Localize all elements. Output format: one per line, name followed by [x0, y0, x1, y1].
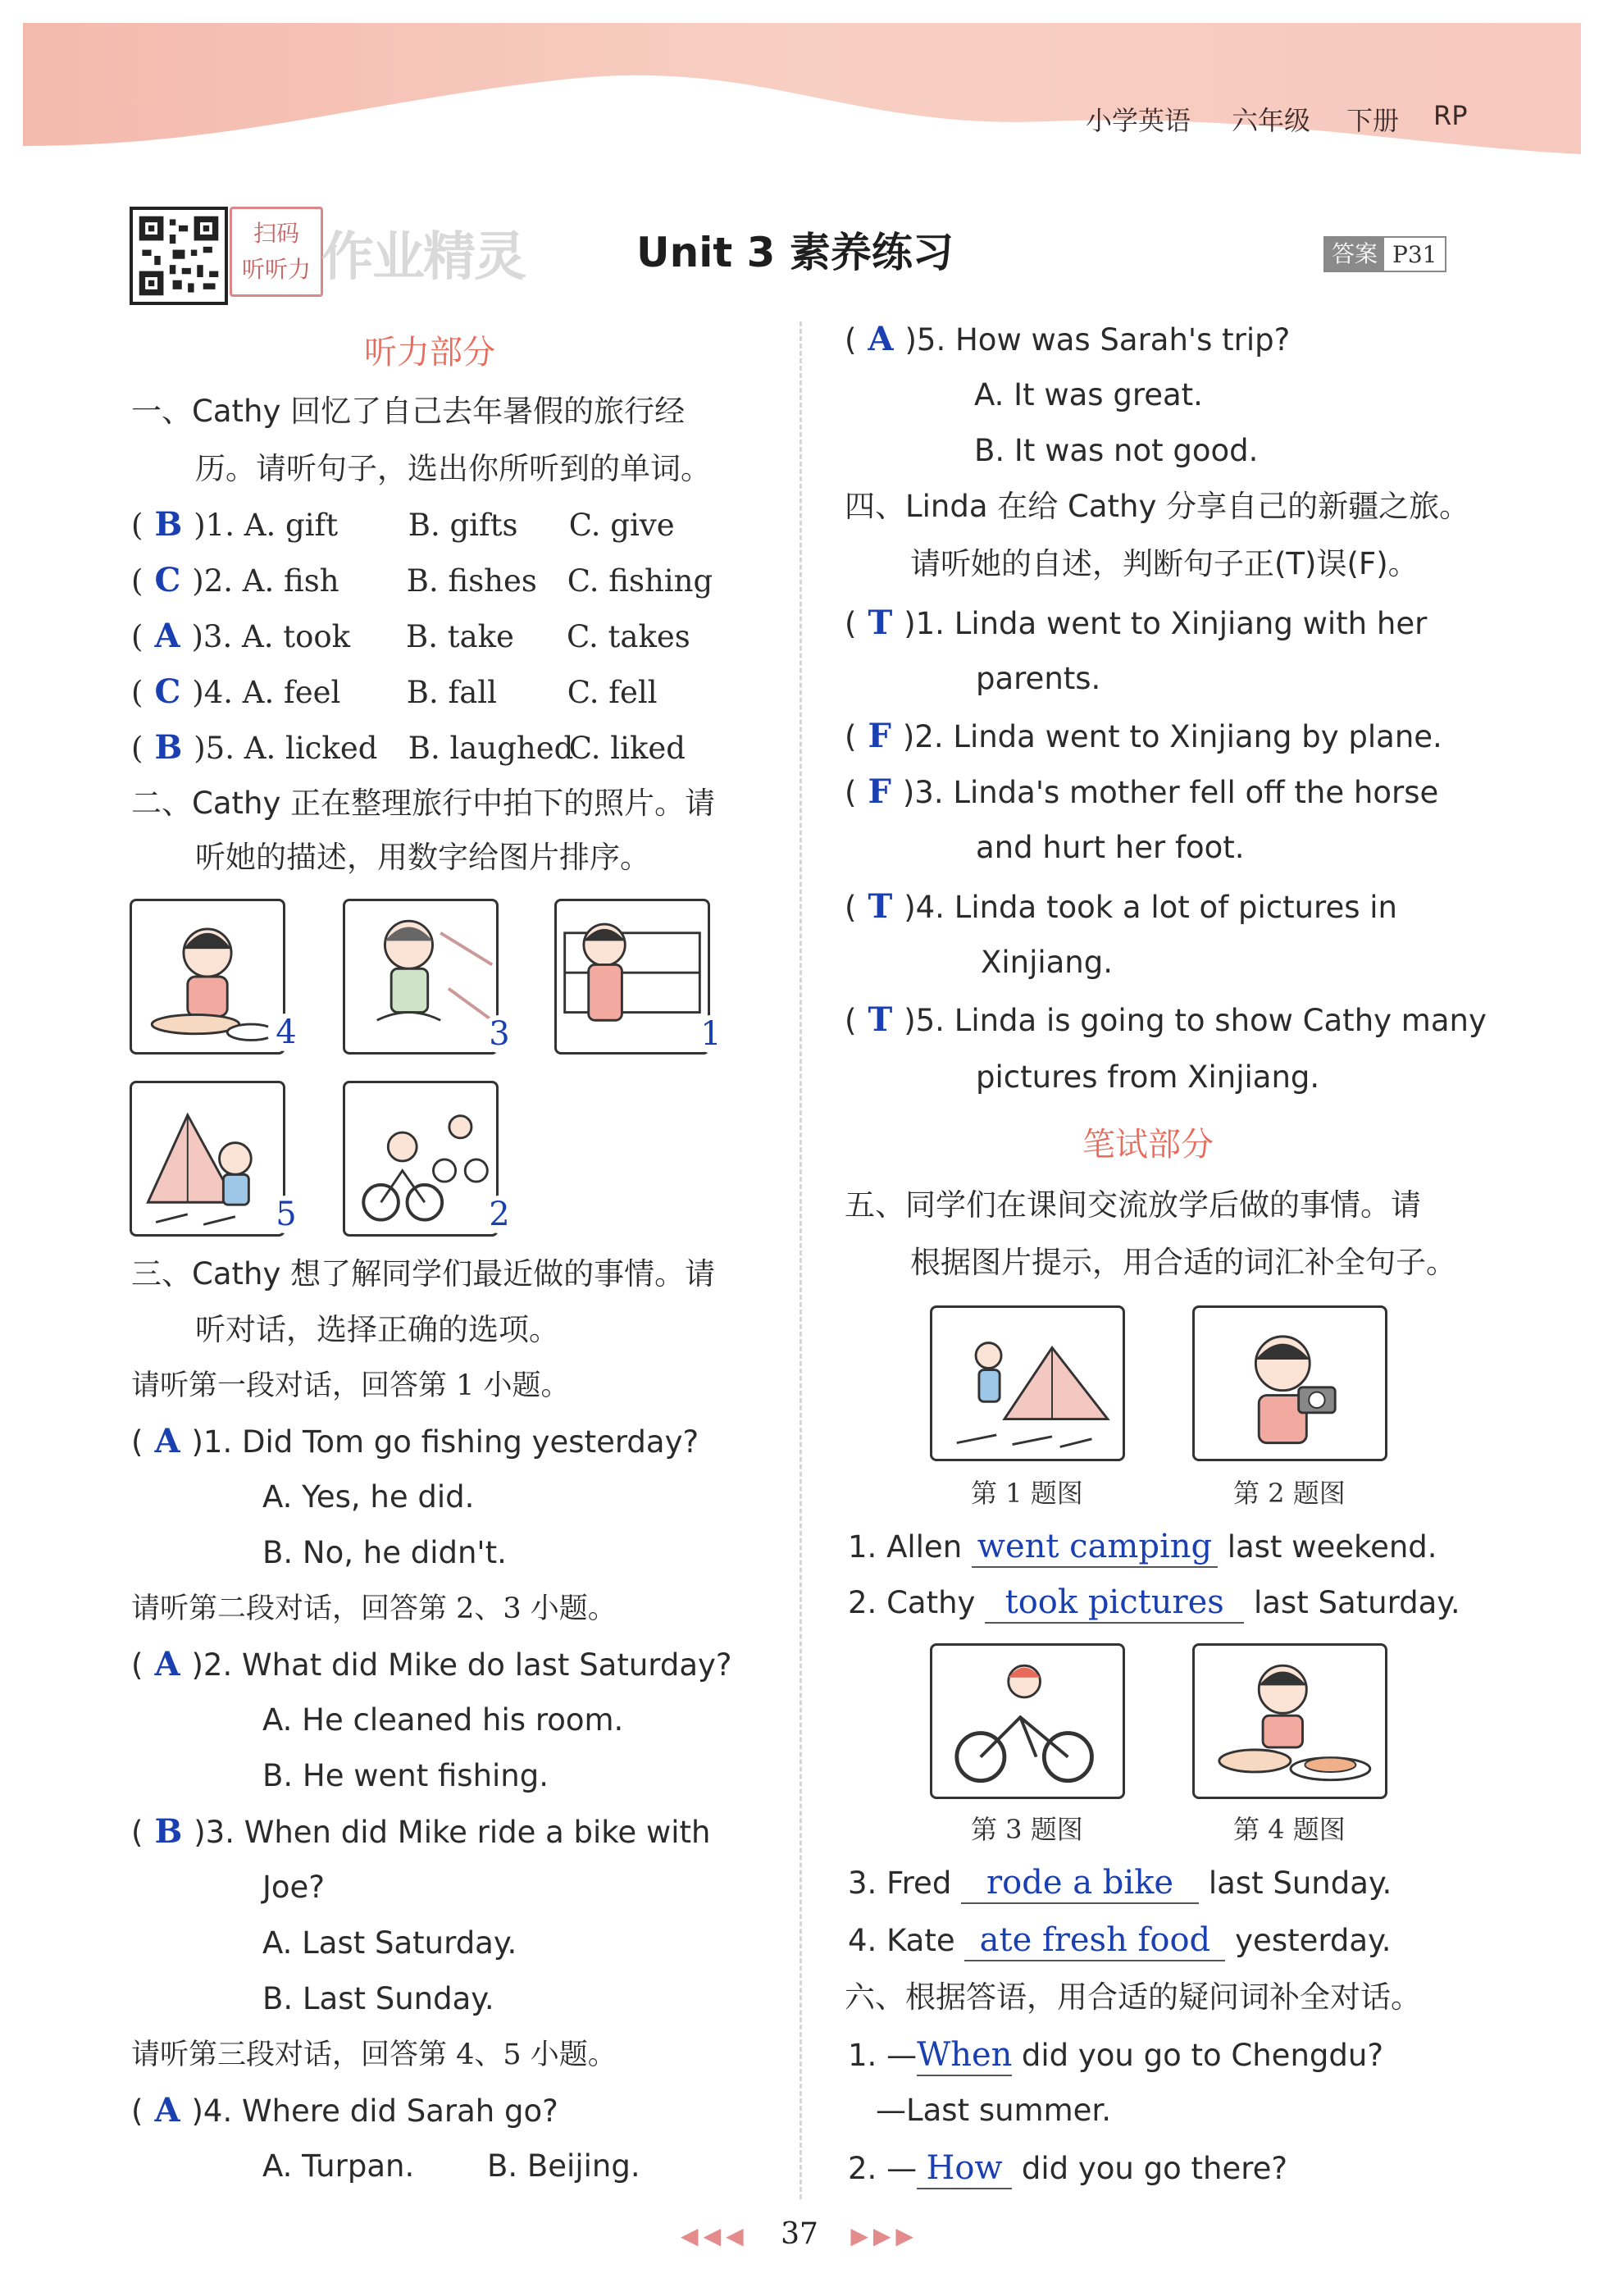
scan-tag-line2: 听听力 [241, 256, 311, 283]
part5-instruction-1: 五、同学们在课间交流放学后做的事情。请 [845, 1187, 1421, 1223]
part4-item-1: ( T )1. Linda went to Xinjiang with her [845, 604, 1428, 642]
part1-item-4: ( C )4. A. feel B. fall C. fell [131, 672, 658, 711]
part3-q4: ( A )4. Where did Sarah go? [131, 2091, 558, 2130]
answer-mark: A [154, 2091, 180, 2130]
answer-badge-label: 答案 [1325, 238, 1384, 271]
answer-mark: B [154, 505, 183, 544]
dialog2-note: 请听第二段对话，回答第 2、3 小题。 [131, 1592, 617, 1625]
header-volume: 下册 [1346, 105, 1400, 136]
part5-item-2: 2. Cathy took pictures last Saturday. [848, 1583, 1460, 1624]
answer-mark: C [154, 561, 181, 599]
photo-girl-fence [554, 899, 710, 1055]
part1-instruction-1: 一、Cathy 回忆了自己去年暑假的旅行经 [131, 394, 686, 429]
caption-picture-1: 第 1 题图 [971, 1478, 1083, 1509]
listening-heading: 听力部分 [364, 334, 495, 371]
answer-blank[interactable]: How [917, 2148, 1012, 2189]
photo-family-tent [130, 1081, 285, 1237]
picture-bike [930, 1643, 1125, 1799]
qr-code-icon[interactable] [130, 207, 228, 305]
part3-q4-option-b: B. Beijing. [487, 2148, 640, 2184]
part3-q5-option-b: B. It was not good. [974, 433, 1259, 468]
caption-picture-3: 第 3 题图 [971, 1814, 1083, 1845]
answer-blank[interactable]: went camping [972, 1527, 1218, 1568]
part6-q1: 1. —When did you go to Chengdu? [848, 2035, 1383, 2076]
part3-q3: ( B )3. When did Mike ride a bike with [131, 1812, 711, 1851]
answer-mark: B [154, 1812, 183, 1851]
picture-eating [1192, 1643, 1387, 1799]
part3-q1-option-b: B. No, he didn't. [262, 1535, 507, 1570]
answer-mark: C [154, 672, 181, 711]
part4-instruction-2: 请听她的自述，判断句子正(T)误(F)。 [910, 546, 1419, 581]
answer-mark: F [868, 772, 891, 811]
scan-tag-line1: 扫码 [253, 220, 299, 247]
part3-q2: ( A )2. What did Mike do last Saturday? [131, 1645, 732, 1683]
part4-item-4: ( T )4. Linda took a lot of pictures in [845, 887, 1397, 926]
part4-instruction-1: 四、Linda 在给 Cathy 分享自己的新疆之旅。 [845, 489, 1470, 524]
part1-item-2: ( C )2. A. fish B. fishes C. fishing [131, 561, 713, 599]
page-number: 37 [781, 2217, 818, 2251]
caption-picture-2: 第 2 题图 [1233, 1478, 1346, 1509]
caption-picture-4: 第 4 题图 [1233, 1814, 1346, 1845]
part6-q1-reply: —Last summer. [876, 2093, 1111, 2128]
answer-mark: A [154, 1645, 180, 1683]
part3-q1-option-a: A. Yes, he did. [262, 1479, 475, 1515]
part1-item-1: ( B )1. A. gift B. gifts C. give [131, 505, 675, 544]
part4-item-2: ( F )2. Linda went to Xinjiang by plane. [845, 717, 1442, 755]
part3-q4-option-a: A. Turpan. [262, 2148, 415, 2184]
order-number: 2 [481, 1196, 518, 1233]
part3-q3-option-b: B. Last Sunday. [262, 1981, 494, 2016]
answer-blank[interactable]: rode a bike [961, 1863, 1199, 1904]
scan-listen-tag[interactable] [230, 207, 323, 297]
part2-instruction-1: 二、Cathy 正在整理旅行中拍下的照片。请 [131, 786, 716, 821]
part6-instruction: 六、根据答语，用合适的疑问词补全对话。 [845, 1979, 1421, 2015]
answer-mark: A [154, 1422, 180, 1460]
answer-mark: T [868, 1000, 893, 1039]
part3-q2-option-b: B. He went fishing. [262, 1758, 549, 1793]
part3-q3-option-a: A. Last Saturday. [262, 1925, 517, 1961]
dialog1-note: 请听第一段对话，回答第 1 小题。 [131, 1369, 570, 1402]
header-edition: RP [1433, 100, 1468, 131]
part6-q2: 2. — How did you go there? [848, 2148, 1287, 2189]
answer-mark: B [154, 728, 183, 767]
part3-q5-option-a: A. It was great. [974, 377, 1203, 412]
answer-mark: T [868, 604, 893, 642]
answer-blank[interactable]: ate fresh food [964, 1920, 1225, 1961]
part4-item-4-cont: Xinjiang. [981, 945, 1114, 980]
header-grade: 六年级 [1232, 105, 1311, 136]
header-subject: 小学英语 [1086, 105, 1191, 136]
answer-blank[interactable]: took pictures [985, 1583, 1244, 1624]
photo-kids-biking [343, 1081, 499, 1237]
part5-instruction-2: 根据图片提示，用合适的词汇补全句子。 [910, 1245, 1456, 1280]
writing-heading: 笔试部分 [1082, 1126, 1214, 1164]
part3-instruction-1: 三、Cathy 想了解同学们最近做的事情。请 [131, 1256, 716, 1292]
part1-instruction-2: 历。请听句子，选出你所听到的单词。 [195, 451, 711, 486]
part1-item-5: ( B )5. A. licked B. laughedC. liked [131, 728, 686, 767]
part4-item-5: ( T )5. Linda is going to show Cathy many [845, 1000, 1487, 1039]
order-number: 1 [692, 1015, 730, 1053]
page-footer [0, 2217, 1599, 2251]
dialog3-note: 请听第三段对话，回答第 4、5 小题。 [131, 2039, 617, 2071]
answer-mark: F [868, 717, 891, 755]
answer-blank[interactable]: When [917, 2035, 1012, 2076]
order-number: 5 [267, 1196, 305, 1233]
part2-instruction-2: 听她的描述，用数字给图片排序。 [195, 840, 650, 875]
answer-mark: A [154, 617, 180, 655]
column-divider [800, 321, 802, 2199]
prev-arrows-icon: ◀◀◀ [681, 2222, 749, 2249]
part4-item-5-cont: pictures from Xinjiang. [976, 1059, 1320, 1095]
part3-instruction-2: 听对话，选择正确的选项。 [195, 1312, 559, 1347]
page-title: Unit 3 素养练习 [636, 229, 954, 276]
part5-item-4: 4. Kate ate fresh food yesterday. [848, 1920, 1391, 1961]
brand-watermark: 作业精灵 [321, 227, 525, 288]
header-banner [23, 23, 1581, 161]
part3-q5: ( A )5. How was Sarah's trip? [845, 320, 1291, 358]
order-number: 3 [481, 1015, 518, 1053]
part5-item-3: 3. Fred rode a bike last Sunday. [848, 1863, 1392, 1904]
picture-camping [930, 1305, 1125, 1461]
part3-q1: ( A )1. Did Tom go fishing yesterday? [131, 1422, 699, 1460]
photo-boy-sitting [343, 899, 499, 1055]
part5-item-1: 1. Allen went camping last weekend. [848, 1527, 1437, 1568]
answer-badge-page: P31 [1392, 240, 1437, 268]
answer-mark: A [868, 320, 894, 358]
part3-q2-option-a: A. He cleaned his room. [262, 1702, 624, 1738]
part3-q3-cont: Joe? [262, 1870, 325, 1905]
next-arrows-icon: ▶▶▶ [850, 2222, 918, 2249]
answer-page-badge [1323, 236, 1446, 272]
order-number: 4 [267, 1014, 305, 1051]
part4-item-1-cont: parents. [976, 661, 1101, 696]
part1-item-3: ( A )3. A. took B. take C. takes [131, 617, 690, 655]
picture-camera [1192, 1305, 1387, 1461]
part4-item-3-cont: and hurt her foot. [976, 830, 1245, 865]
photo-girl-eating [130, 899, 285, 1055]
part4-item-3: ( F )3. Linda's mother fell off the horse [845, 772, 1439, 811]
answer-mark: T [868, 887, 893, 926]
